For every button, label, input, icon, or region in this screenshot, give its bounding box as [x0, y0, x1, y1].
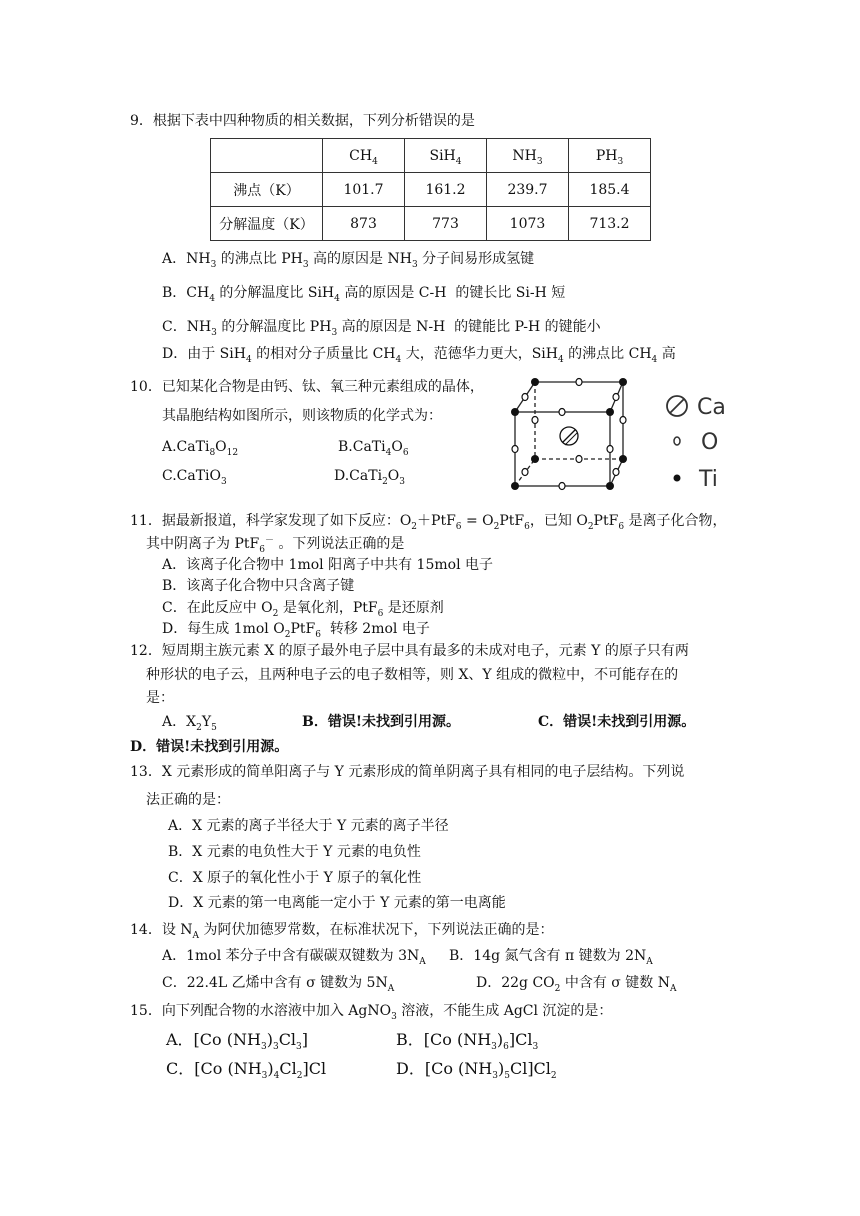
table-header-sih4: SiH$_4$ — [405, 139, 487, 173]
q12-option-c: C．错误!未找到引用源。 — [538, 714, 696, 730]
q11-option-d: D．每生成 1mol $O_2PtF_6$ 转移 2mol 电子 — [162, 621, 430, 640]
q13-option-d: D．X 元素的第一电离能一定小于 Y 元素的第一电离能 — [168, 895, 506, 911]
table-header-ch4: $CH_4$ — [323, 139, 405, 173]
table-cell: 713.2 — [569, 207, 651, 241]
table-header-row — [211, 139, 651, 173]
table-row — [211, 207, 651, 241]
q9-option-a: A．$NH_3$ 的沸点比 $PH_3$ 高的原因是 $NH_3$ 分子间易形成氢键 — [162, 251, 535, 270]
q14-option-d: D．22g $CO_2$ 中含有 σ 键数 $N_A$ — [476, 975, 677, 994]
q14-option-b: B．14g 氮气含有 π 键数为 $2N_A$ — [449, 948, 653, 967]
table-cell: 239.7 — [487, 173, 569, 207]
q13-stem-line1: 13．X 元素形成的简单阳离子与 Y 元素形成的简单阴离子具有相同的电子层结构。下列说 — [130, 764, 685, 780]
q9-option-b: B．$CH_4$ 的分解温度比 SiH$_4$ 高的原因是 C-H 的键长比 Si-H 短 — [162, 285, 566, 304]
legend-ca: Ca — [697, 395, 726, 420]
q12-stem-line2: 种形状的电子云，且两种电子云的电子数相等，则 X、Y 组成的微粒中，不可能存在的 — [146, 667, 679, 683]
q15-stem: 15．向下列配合物的水溶液中加入 AgNO$_3$ 溶液，不能生成 AgCl 沉淀的是： — [130, 1003, 613, 1022]
legend-o: O — [701, 430, 719, 455]
q14-option-a: A．1mol 苯分子中含有碳碳双键数为 $3N_A$ — [162, 948, 426, 967]
q11-option-c: C．在此反应中 $O_2$ 是氧化剂，PtF$_6$ 是还原剂 — [162, 600, 444, 619]
q12-option-b: B．错误!未找到引用源。 — [302, 714, 460, 730]
q13-stem-line2: 法正确的是： — [146, 792, 230, 808]
table-cell: 1073 — [487, 207, 569, 241]
q10-stem-line1: 10．已知某化合物是由钙、钛、氧三种元素组成的晶体， — [130, 379, 484, 395]
ca-atom — [560, 427, 578, 445]
table-header-ph3: $PH_3$ — [569, 139, 651, 173]
q15-option-d: D．[Co $(NH_3)_5Cl]Cl_2$ — [396, 1059, 557, 1082]
q11-option-a: A．该离子化合物中 1mol 阳离子中共有 15mol 电子 — [162, 557, 493, 573]
q15-option-b: B．[Co $(NH_3)_6]Cl_3$ — [396, 1030, 539, 1053]
table-cell: 185.4 — [569, 173, 651, 207]
q12-stem-line1: 12．短周期主族元素 X 的原子最外电子层中具有最多的未成对电子，元素 Y 的原子只有两 — [130, 643, 689, 659]
q13-option-c: C．X 原子的氧化性小于 Y 原子的氧化性 — [168, 870, 422, 886]
q11-stem-line2: 其中阴离子为 PtF$_6$－ 。下列说法正确的是 — [146, 535, 405, 555]
q11-stem-line1: 11．据最新报道，科学家发现了如下反应：$O_2+PtF_6 = O_2PtF_6$，已知 $O_2PtF_6$ 是离子化合物， — [130, 513, 727, 532]
table-cell: 101.7 — [323, 173, 405, 207]
legend — [667, 395, 726, 492]
crystal-cell-diagram — [505, 372, 755, 502]
q9-option-d: D．由于 SiH$_4$ 的相对分子质量比 $CH_4$ 大，范德华力更大，SiH$_4$ 的沸点比 $CH_4$ 高 — [162, 346, 676, 365]
q9-stem: 9．根据下表中四种物质的相关数据，下列分析错误的是 — [130, 113, 475, 129]
table-row-label: 分解温度（K） — [211, 207, 323, 241]
q15-option-a: A．[Co $(NH_3)_3Cl_3$] — [166, 1030, 309, 1053]
q12-option-a: A．$X_2Y_5$ — [162, 714, 217, 733]
table-header-nh3: $NH_3$ — [487, 139, 569, 173]
q10-option-b: $B.CaTi_4O_6$ — [338, 439, 409, 458]
table-cell: 873 — [323, 207, 405, 241]
q10-option-a: $A.CaTi_8O_{12}$ — [162, 439, 239, 458]
legend-ti: Ti — [699, 467, 718, 492]
q10-option-d: $D.CaTi_2O_3$ — [334, 468, 406, 487]
property-table — [210, 138, 651, 241]
q12-option-d: D．错误!未找到引用源。 — [130, 739, 289, 755]
q9-option-c: C．$NH_3$ 的分解温度比 $PH_3$ 高的原因是 N-H 的键能比 P-H 的键能小 — [162, 319, 601, 338]
table-cell: 773 — [405, 207, 487, 241]
table-corner-cell — [211, 139, 323, 173]
table-row-label: 沸点（K） — [211, 173, 323, 207]
q12-stem-line3: 是： — [146, 690, 174, 706]
q14-option-c: C．22.4L 乙烯中含有 σ 键数为 $5N_A$ — [162, 975, 395, 994]
q13-option-b: B．X 元素的电负性大于 Y 元素的电负性 — [168, 844, 421, 860]
q14-stem: 14．设 $N_A$ 为阿伏加德罗常数，在标准状况下，下列说法正确的是： — [130, 922, 554, 941]
q13-option-a: A．X 元素的离子半径大于 Y 元素的离子半径 — [168, 818, 449, 834]
q10-option-c: C.CaTiO$_3$ — [162, 468, 227, 487]
q10-stem-line2: 其晶胞结构如图所示，则该物质的化学式为： — [162, 408, 442, 424]
table-row — [211, 173, 651, 207]
q15-option-c: C．[Co $(NH_3)_4Cl_2]Cl$ — [166, 1059, 327, 1082]
table-cell: 161.2 — [405, 173, 487, 207]
q11-option-b: B．该离子化合物中只含离子键 — [162, 578, 355, 594]
